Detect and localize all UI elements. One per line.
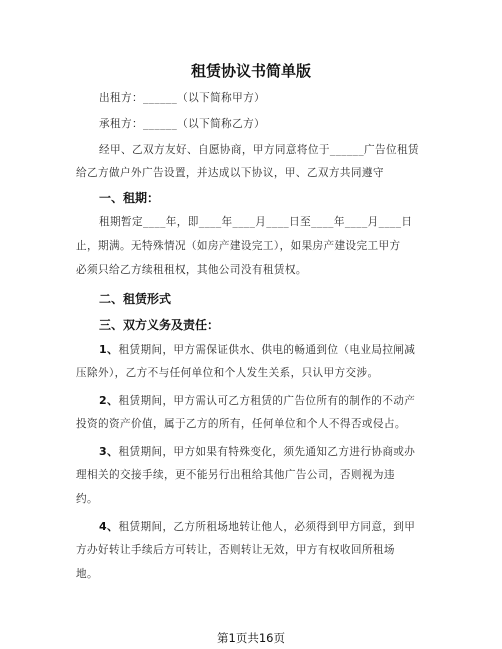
- section1-heading: 一、租期：: [99, 191, 160, 205]
- party-a-line: 出租方：______（以下简称甲方）: [99, 92, 266, 104]
- page-footer: 第1页共16页: [217, 631, 285, 645]
- item2-text-1: 租赁期间，甲方需认可乙方租赁的广告位所有的制作的不动产: [118, 395, 416, 407]
- item2-number: 2、: [99, 394, 119, 407]
- item3-number: 3、: [99, 445, 119, 458]
- item3-line-1: [99, 443, 426, 459]
- document-title: 租赁协议书简单版: [190, 62, 311, 80]
- intro-line-1: 经甲、乙双方友好、自愿协商，甲方同意将位于______广告位租赁: [99, 144, 420, 156]
- item1-text-1: 租赁期间，甲方需保证供水、供电的畅通到位（电业局拉闸减: [118, 344, 416, 356]
- intro-line-2: 给乙方做户外广告设置，并达成以下协议，甲、乙双方共同遵守: [76, 167, 384, 179]
- section1-line-3: 必须只给乙方续租租权，其他公司没有租赁权。: [76, 264, 307, 276]
- item2-line-2: 投资的资产价值，属于乙方的所有，任何单位和个人不得否或侵占。: [76, 418, 406, 430]
- item4-line-2: 方办好转让手续后方可转让，否则转让无效，甲方有权收回所租场: [76, 544, 395, 556]
- item4-number: 4、: [99, 520, 119, 533]
- section1-line-1: 租期暂定____年，即____年____月____日至____年____月____日: [99, 216, 413, 228]
- party-b-line: 承租方：______（以下简称乙方）: [99, 118, 266, 130]
- item3-text-1: 租赁期间，甲方如果有特殊变化，须先通知乙方进行协商或办: [118, 446, 416, 458]
- item1-line-2: 压除外），乙方不与任何单位和个人发生关系，只认甲方交涉。: [76, 367, 379, 379]
- item4-text-1: 租赁期间，乙方所租场地转让他人，必须得到甲方同意，到甲: [118, 521, 416, 533]
- item1-line-1: [99, 341, 426, 357]
- item4-line-1: [99, 518, 426, 534]
- section1-line-2: 止，期满。无特殊情况（如房产建设完工），如果房产建设完工甲方: [76, 240, 401, 252]
- item4-line-3: 地。: [76, 568, 98, 580]
- section3-heading: 三、双方义务及责任：: [99, 318, 220, 332]
- item3-line-3: 约。: [76, 493, 98, 505]
- section2-heading: 二、租赁形式: [99, 292, 172, 306]
- item1-number: 1、: [99, 343, 119, 356]
- item2-line-1: [99, 392, 426, 408]
- item3-line-2: 理相关的交接手续，更不能另行出租给其他广告公司，否则视为违: [76, 469, 395, 481]
